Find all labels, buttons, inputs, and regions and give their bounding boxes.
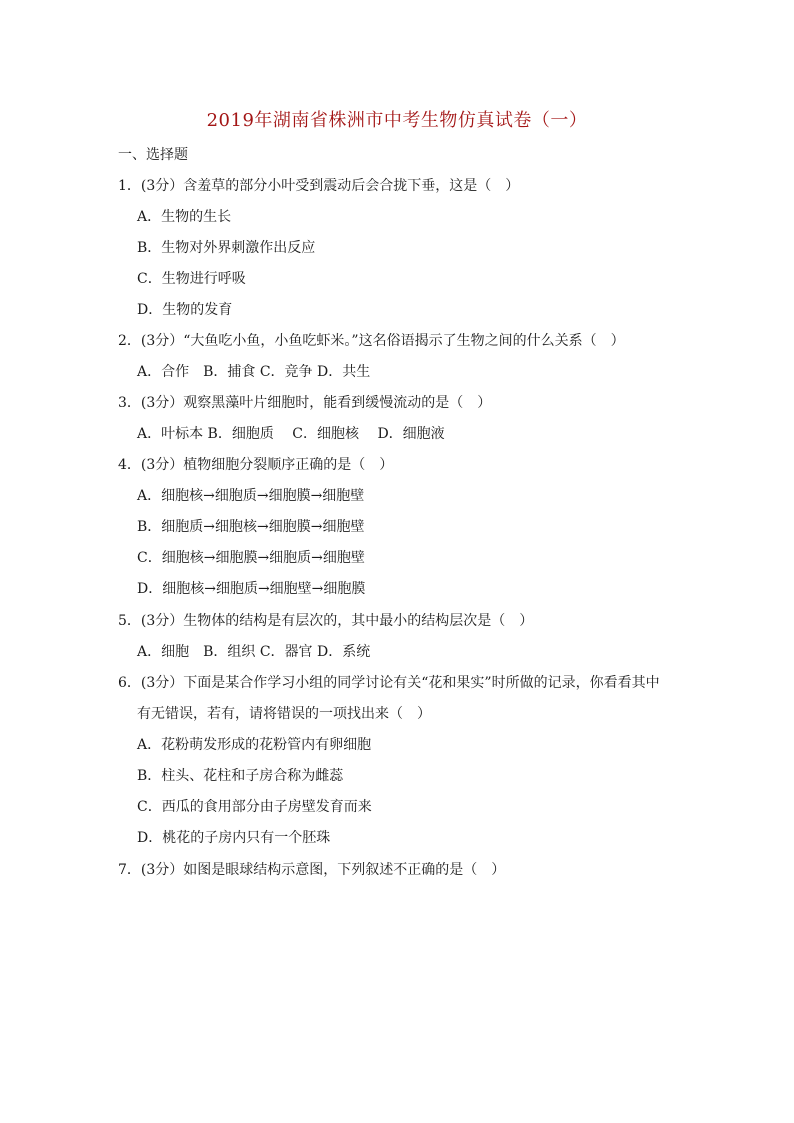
question-3: 3．(3分）观察黑藻叶片细胞时，能看到缓慢流动的是（ ） (118, 395, 492, 411)
option-4b: B．细胞质→细胞核→细胞膜→细胞壁 (137, 519, 365, 535)
option-1b: B．生物对外界刺激作出反应 (137, 240, 316, 256)
option-1d: D．生物的发育 (137, 302, 233, 318)
question-4: 4．(3分）植物细胞分裂顺序正确的是（ ） (118, 457, 394, 473)
options-3: A．叶标本 B．细胞质 C．细胞核 D．细胞液 (137, 426, 445, 442)
option-6d: D．桃花的子房内只有一个胚珠 (137, 830, 331, 846)
option-1a: A．生物的生长 (137, 209, 232, 225)
options-2: A．合作 B．捕食 C．竞争 D．共生 (137, 364, 371, 380)
options-5: A．细胞 B．组织 C．器官 D．系统 (137, 644, 371, 660)
question-2: 2．(3分）“大鱼吃小鱼，小鱼吃虾米。”这名俗语揭示了生物之间的什么关系（ ） (118, 333, 625, 349)
question-6: 6．(3分）下面是某合作学习小组的同学讨论有关“花和果实”时所做的记录，你看看其中 (118, 675, 660, 691)
option-4d: D．细胞核→细胞质→细胞壁→细胞膜 (137, 581, 366, 597)
question-1: 1．(3分）含羞草的部分小叶受到震动后会合拢下垂，这是（ ） (118, 178, 520, 194)
option-6c: C．西瓜的食用部分由子房壁发育而来 (137, 799, 372, 815)
option-6a: A．花粉萌发形成的花粉管内有卵细胞 (137, 737, 372, 753)
option-4c: C．细胞核→细胞膜→细胞质→细胞壁 (137, 550, 365, 566)
question-7: 7．(3分）如图是眼球结构示意图，下列叙述不正确的是（ ） (118, 862, 506, 878)
question-6-continued: 有无错误，若有，请将错误的一项找出来（ ） (137, 706, 431, 722)
option-1c: C．生物进行呼吸 (137, 271, 246, 287)
option-4a: A．细胞核→细胞质→细胞膜→细胞壁 (137, 488, 365, 504)
option-6b: B．柱头、花柱和子房合称为雌蕊 (137, 768, 344, 784)
page-title: 2019年湖南省株洲市中考生物仿真试卷（一） (206, 110, 588, 131)
question-5: 5．(3分）生物体的结构是有层次的，其中最小的结构层次是（ ） (118, 613, 534, 629)
section-heading: 一、选择题 (118, 147, 188, 163)
